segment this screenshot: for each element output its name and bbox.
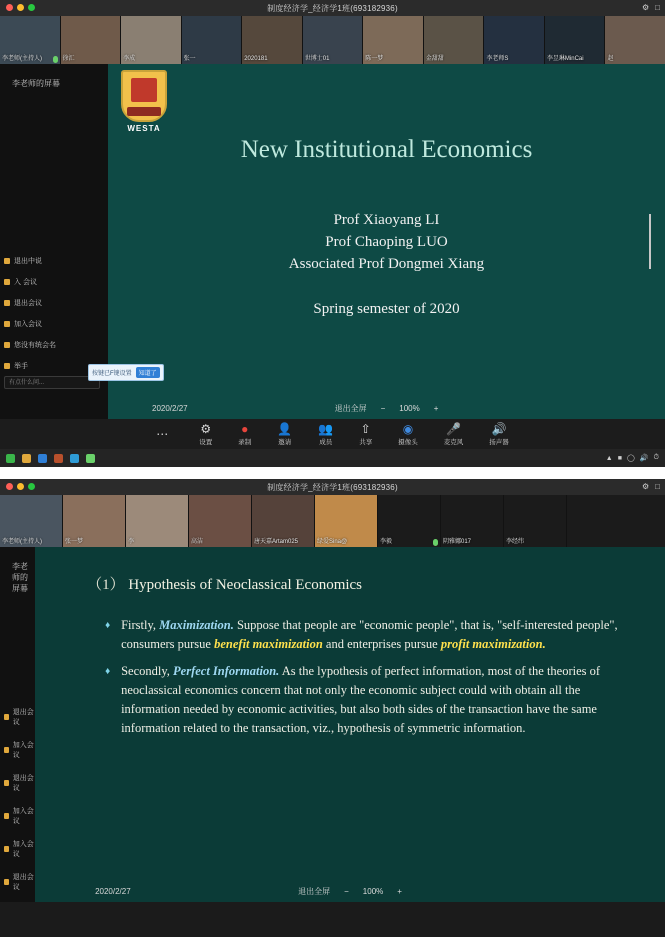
maximize-icon[interactable] [28,4,35,11]
participant-name: 李老师(主持人) [2,56,42,62]
window-title: 制度经济学_经济学1班(693182936) [267,482,398,492]
up-arrow-icon[interactable]: ▲ [605,454,613,462]
menu-item[interactable] [4,707,35,727]
menu-item[interactable] [4,277,56,287]
mic-icon: 🎤 [445,421,461,436]
bullet-icon [4,363,10,369]
menu-item[interactable] [4,256,56,266]
menu-item-label: 举手 [14,363,28,370]
titlebar-actions[interactable] [642,482,660,491]
gear-icon[interactable]: ⚙ [641,3,650,12]
mic-button[interactable] [444,423,464,446]
menu-item-label: 退出会议 [12,874,34,891]
slide-bullets [65,616,639,738]
bullet-part: Secondly, [121,664,174,678]
participant-name: 绿爱Sina@ [317,539,348,545]
settings-button[interactable] [199,423,212,446]
bullet-part: Firstly, [121,618,160,632]
participant-name: 李 [128,539,135,545]
exit-fullscreen-button[interactable]: 退出全屏 [334,404,367,413]
slide-heading-text: Hypothesis of Neoclassical Economics [128,577,363,593]
participant-tile[interactable] [61,16,121,64]
crest-icon [121,70,167,122]
invite-icon: 👤 [277,421,293,436]
participant-name: 陈一梦 [365,56,384,62]
list-item [105,616,639,654]
menu-item-label: 您没有统会名 [14,342,56,349]
author-line: Associated Prof Dongmei Xiang [288,256,485,272]
author-line: Prof Chaoping LUO [325,234,448,250]
participant-tile[interactable] [363,16,423,64]
window-title: 制度经济学_经济学1班(693182936) [267,3,398,13]
shared-slide [108,64,665,419]
menu-item[interactable] [4,806,35,826]
slide-zoom-controls[interactable] [298,886,402,897]
clock-icon[interactable]: ⏱ [653,454,659,461]
screenshot-top [0,0,665,462]
bullet-icon [4,258,10,264]
participant-tile[interactable] [63,495,125,547]
zoom-in-button[interactable]: + [397,887,402,896]
participant-tile[interactable] [0,495,62,547]
participant-name: 徐汇 [62,56,75,62]
tooltip-popup [88,364,164,381]
record-icon: ● [241,421,249,436]
speaker-icon: 🔊 [491,421,507,436]
bullet-part-highlight: Perfect Information. [173,664,280,678]
minimize-icon[interactable] [17,483,24,490]
participant-tile[interactable] [484,16,544,64]
share-icon: ⇧ [360,421,371,436]
participant-tile[interactable] [441,495,503,547]
bullet-icon [4,714,9,720]
zoom-out-button[interactable]: − [380,404,386,413]
participant-tile[interactable] [504,495,566,547]
slide-title: New Institutional Economics [240,136,533,163]
shared-screen-label: 李老师的屏幕 [12,562,28,593]
menu-item-label: 退出会议 [14,300,42,307]
participant-tile[interactable] [252,495,314,547]
participant-name: 李成 [123,56,136,62]
participant-name: 阴雅娜017 [443,539,472,545]
bullet-icon [4,813,9,819]
bullet-icon [4,780,9,786]
side-menu[interactable] [4,707,35,892]
bullet-icon [4,747,9,753]
participant-name: 李老师S [486,56,509,62]
menu-item[interactable] [4,839,35,859]
share-button[interactable] [359,423,372,446]
participant-strip [0,16,665,64]
screenshot-bottom [0,479,665,937]
speaker-button[interactable] [489,423,509,446]
slide-heading [87,573,665,594]
taskbar [0,449,665,467]
menu-item-label: 加入会议 [12,841,34,858]
more-options-icon[interactable]: ⋯ [156,427,170,441]
participant-name: 赵 [607,56,614,62]
side-panel [0,547,35,902]
window-controls[interactable] [6,483,35,490]
participant-name: 世博士01 [304,56,330,62]
strip-empty-space [567,495,665,547]
bullet-part-highlight: benefit maximization [214,637,323,651]
meeting-icon[interactable] [70,454,79,463]
participant-tile[interactable] [303,16,363,64]
button-label: 成员 [319,438,333,446]
participant-strip [0,495,665,547]
zoom-out-button[interactable]: − [344,887,349,896]
slide-date: 2020/2/27 [152,404,188,413]
invite-button[interactable] [277,423,292,446]
bullet-part: As the lypothesis of perfect information, most of the theories of neoclassical economics concern that not only the economic subject could with obtain all the information needed by economic activities, but also both sides of the transaction have the same information related to the transaction, viz., hypothesis of symmetric information. [121,664,601,735]
start-icon[interactable] [6,454,15,463]
button-label: 设置 [199,438,213,446]
button-label: 扬声器 [489,438,509,446]
bullet-icon [4,879,9,885]
participant-tile[interactable] [0,16,60,64]
participant-tile[interactable] [378,495,440,547]
expand-icon[interactable]: □ [655,3,660,12]
participant-tile[interactable] [424,16,484,64]
participant-tile[interactable] [545,16,605,64]
mic-indicator-icon [53,56,58,63]
shared-screen-label: 李老师的屏幕 [12,79,60,88]
folder-icon[interactable] [22,454,31,463]
bullet-icon [4,300,10,306]
camera-button[interactable] [398,423,418,446]
gear-icon[interactable]: ⚙ [641,482,650,491]
menu-item-label: 退出会议 [12,709,34,726]
mic-indicator-icon [433,539,438,546]
bullet-part: and enterprises pursue [322,637,441,651]
exit-fullscreen-button[interactable]: 退出全屏 [298,887,331,896]
menu-item-label: 加入会议 [12,742,34,759]
meeting-stage [0,64,665,419]
slide-heading-number: （1） [87,577,125,593]
author-line: Prof Xiaoyang LI [333,212,440,228]
participant-name: 高洁 [191,539,204,545]
participant-name: 2020181 [244,56,268,62]
participant-tile[interactable] [121,16,181,64]
window-controls[interactable] [6,4,35,11]
menu-item-label: 退出会议 [12,775,34,792]
bullet-part-highlight: profit maximization. [440,637,546,651]
menu-item-label: 加入会议 [14,321,42,328]
shared-slide [35,547,665,902]
button-label: 摄像头 [398,438,418,446]
zoom-in-button[interactable]: + [433,404,439,413]
bullet-part: Suppose that people are "economic people", that is, "self-interested people", consumers pursue [121,618,618,651]
browser-icon[interactable] [38,454,47,463]
close-icon[interactable] [6,4,13,11]
button-label: 邀请 [278,438,292,446]
side-menu[interactable] [4,256,56,371]
participant-name: 李经纬 [506,539,525,545]
close-icon[interactable] [6,483,13,490]
members-icon: 👥 [318,421,334,436]
participant-name: 张一 [183,56,196,62]
bullet-icon [4,342,10,348]
menu-item[interactable] [4,340,56,350]
minimize-icon[interactable] [17,4,24,11]
list-item [105,662,639,738]
expand-icon[interactable]: □ [655,482,660,491]
bullet-icon [4,321,10,327]
tooltip-text: 按键已F键设置 [92,371,132,377]
note-icon[interactable] [54,454,63,463]
menu-item[interactable] [4,872,35,892]
zoom-level-label[interactable]: 100% [362,887,384,896]
bullet-icon [4,279,10,285]
participant-tile[interactable] [126,495,188,547]
participant-name: 金甜甜 [425,56,444,62]
participant-tile[interactable] [189,495,251,547]
menu-item[interactable] [4,773,35,793]
title-bar [0,0,665,16]
university-logo [118,70,170,136]
bullet-part-highlight: Maximization. [159,618,234,632]
slide-zoom-controls[interactable] [335,403,439,414]
button-label: 麦克风 [443,438,464,446]
system-tray[interactable] [606,454,659,462]
participant-tile[interactable] [242,16,302,64]
logo-label: WESTA [127,124,161,133]
menu-item[interactable] [4,298,56,308]
participant-tile[interactable] [182,16,242,64]
slide-semester: Spring semester of 2020 [313,301,460,317]
network-icon[interactable]: ◯ [626,455,635,462]
titlebar-actions[interactable] [642,3,660,12]
participant-tile[interactable] [605,16,665,64]
menu-item[interactable] [4,740,35,760]
maximize-icon[interactable] [28,483,35,490]
menu-item[interactable] [4,361,56,371]
participant-name: 李毅 [380,539,393,545]
participant-name: 李昱琳MinCai [546,56,584,62]
button-label: 共享 [359,438,373,446]
camera-icon: ◉ [402,421,414,436]
gear-icon: ⚙ [200,421,212,436]
chat-icon[interactable] [86,454,95,463]
menu-item-label: 入 会议 [14,279,37,286]
zoom-level-label[interactable]: 100% [399,404,420,413]
volume-icon[interactable]: 🔊 [639,455,649,462]
tooltip-ok-button[interactable]: 知道了 [136,367,160,378]
participant-name: 张一梦 [65,539,84,545]
button-label: 录制 [238,438,252,446]
record-button[interactable] [238,423,251,446]
participant-name: 李老师(主持人) [2,539,42,545]
members-button[interactable] [318,423,333,446]
title-bar [0,479,665,495]
scrollbar-thumb[interactable] [649,214,651,269]
meeting-stage [0,547,665,902]
meeting-toolbar [0,419,665,449]
slide-authors [108,209,665,275]
menu-item-label: 退出中说 [14,258,42,265]
chat-input[interactable]: 有点什么问... [4,376,100,389]
participant-name: 唐天嘉Artam025 [254,539,299,545]
participant-tile[interactable] [315,495,377,547]
menu-item-label: 加入会议 [12,808,34,825]
battery-icon[interactable]: ■ [617,454,622,462]
slide-date: 2020/2/27 [95,887,131,896]
menu-item[interactable] [4,319,56,329]
bullet-icon [4,846,9,852]
